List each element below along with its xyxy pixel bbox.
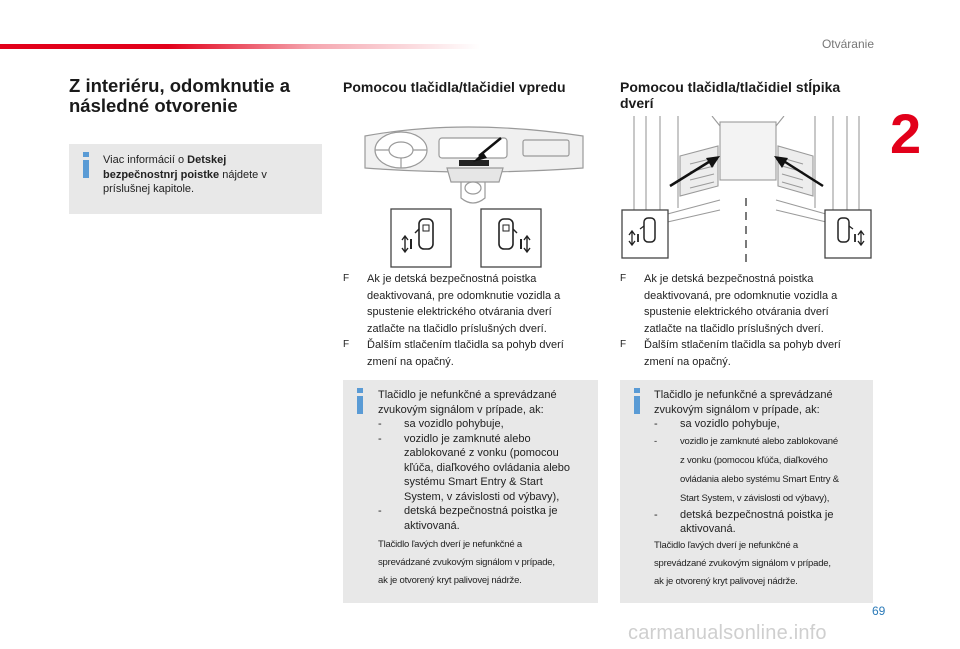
chapter-number: 2 (890, 102, 922, 165)
page-number: 69 (872, 604, 886, 618)
list-item: F Ďalším stlačením tlačidla sa pohyb dverí zmení na opačný. (343, 339, 564, 368)
info-icon (632, 388, 642, 414)
info-text: Tlačidlo je nefunkčné a sprevádzané zvukovým signálom v prípade, ak: - sa vozidlo pohybuje, - vozidlo je zamknuté alebo zablokované z vonku (pomocou kľúča, diaľkového ovládania alebo systému Smart Entry & Start System, v závislosti od výbavy), - detská bezpečnostná poistka je aktivovaná. Tlačidlo ľavých dverí je nefunkčné a sprevádzané zvukovým signálom v prípade, ak je otvorený kryt palivovej nádrže. (654, 389, 839, 587)
header-accent-bar (0, 44, 480, 49)
list-item: F Ak je detská bezpečnostná poistka deaktivovaná, pre odomknutie vozidla a spustenie elektrického otvárania dverí zatlačte na tlačidlo príslušných dverí. (620, 273, 838, 335)
info-text: Viac informácií o Detskej bezpečnostnrj poistke nájdete v príslušnej kapitole. (103, 154, 267, 195)
dashboard-illustration (343, 116, 598, 268)
list-item: F Ak je detská bezpečnostná poistka deaktivovaná, pre odomknutie vozidla a spustenie elektrického otvárania dverí zatlačte na tlačidlo príslušných dverí. (343, 273, 561, 335)
front-buttons-instructions (343, 271, 603, 370)
list-item: F Ďalším stlačením tlačidla sa pohyb dverí zmení na opačný. (620, 339, 841, 368)
info-icon (81, 152, 91, 178)
info-box-front-buttons (343, 380, 598, 603)
door-pillar-illustration (620, 116, 873, 268)
pillar-buttons-heading: Pomocou tlačidla/tlačidiel stĺpika dverí (620, 79, 841, 111)
page-title: Z interiéru, odomknutie a následné otvorenie (69, 75, 290, 116)
pillar-buttons-instructions (620, 271, 880, 370)
section-title: Otváranie (821, 37, 874, 51)
watermark: carmanualsonline.info (628, 622, 827, 644)
info-box-child-lock (69, 144, 322, 214)
info-icon (355, 388, 365, 414)
info-box-pillar-buttons (620, 380, 873, 603)
info-text: Tlačidlo je nefunkčné a sprevádzané zvukovým signálom v prípade, ak: - sa vozidlo pohybuje, - vozidlo je zamknuté alebo zablokované z vonku (pomocou kľúča, diaľkového ovládania alebo systému Smart Entry & Start System, v závislosti od výbavy), - detská bezpečnostná poistka je aktivovaná. Tlačidlo ľavých dverí je nefunkčné a sprevádzané zvukovým signálom v prípade, ak je otvorený kryt palivovej nádrže. (378, 389, 571, 586)
front-buttons-heading: Pomocou tlačidla/tlačidiel vpredu (343, 79, 566, 95)
